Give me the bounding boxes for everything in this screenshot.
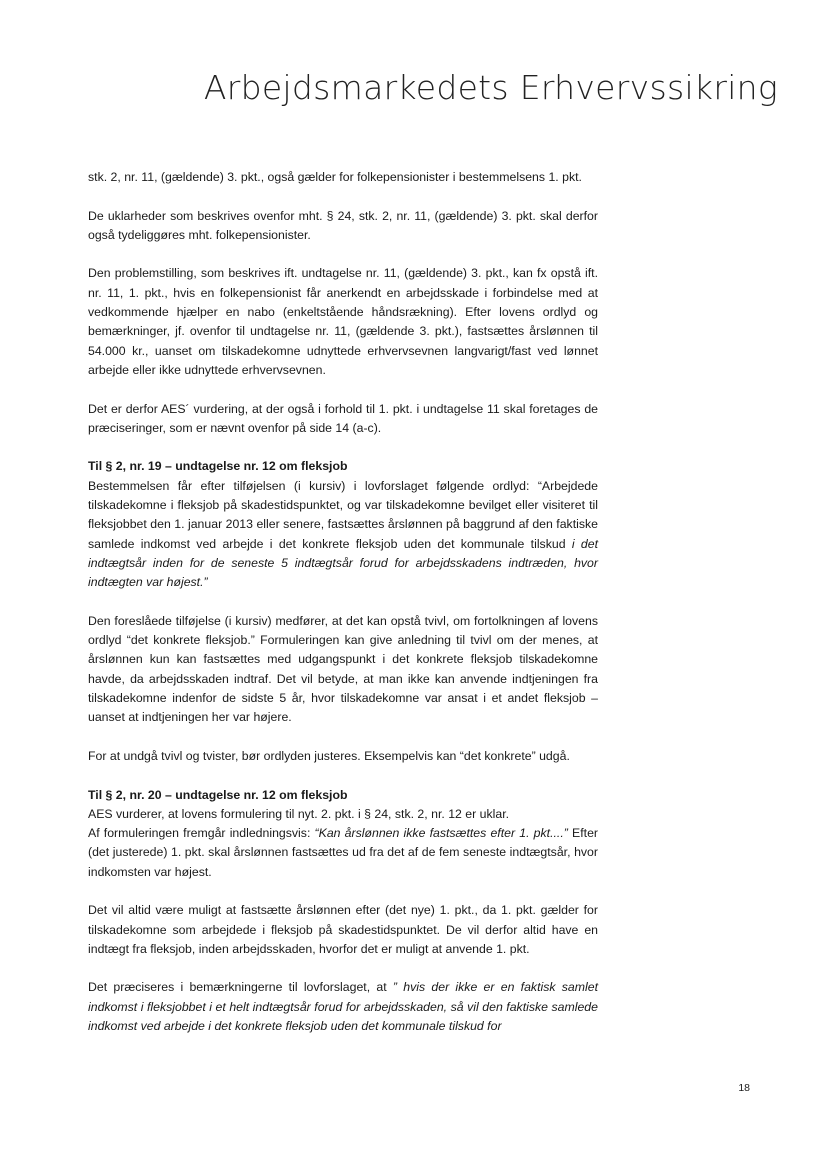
section-19-heading: Til § 2, nr. 19 – undtagelse nr. 12 om fleksjob — [88, 459, 348, 474]
page-number: 18 — [738, 1082, 750, 1094]
paragraph-2: De uklarheder som beskrives ovenfor mht. § 24, stk. 2, nr. 11, (gældende) 3. pkt. skal derfor også tydeliggøres mht. folkepensionister. — [88, 208, 598, 242]
section-20-quote: “Kan årslønnen ikke fastsættes efter 1. pkt....” — [314, 826, 568, 841]
paragraph-5: Den foreslåede tilføjelse (i kursiv) medfører, at det kan opstå tvivl, om fortolkningen af lovens ordlyd “det konkrete fleksjob.” Formuleringen kan give anledning til tvivl om der menes, at årslønnen kun kan fastsættes med udgangspunkt i det konkrete fleksjob tilskadekomne havde, da arbejdsskaden indtraf. Det vil betyde, at man ikke kan anvende indtjeningen fra tilskadekomne indenfor de sidste 5 år, hvor tilskadekomne var ansat i et andet fleksjob – uanset at indtjeningen her var højere. — [88, 613, 598, 725]
paragraph-7: Det vil altid være muligt at fastsætte årslønnen efter (det nye) 1. pkt., da 1. pkt. gælder for tilskadekomne som arbejdede i fleksjob på skadestidspunktet. De vil derfor altid have en indtægt fra fleksjob, inden arbejdsskaden, hvorfor det er muligt at anvende 1. pkt. — [88, 903, 598, 956]
section-20-line-2: Af formuleringen fremgår indledningsvis: — [88, 826, 315, 841]
paragraph-6: For at undgå tvivl og tvister, bør ordlyden justeres. Eksempelvis kan “det konkrete” udgå. — [88, 748, 570, 763]
section-20-heading: Til § 2, nr. 20 – undtagelse nr. 12 om fleksjob — [88, 787, 348, 802]
section-19 — [88, 457, 598, 592]
section-19-text: Bestemmelsen får efter tilføjelsen (i kursiv) i lovforslaget følgende ordlyd: “Arbejdede tilskadekomne i fleksjob på skadestidspunktet, og var tilskadekomne bevilget eller visiteret til fleksjobbet den 1. januar 2013 eller senere, fastsættes årslønnen på baggrund af den faktiske samlede indkomst ved arbejde i det konkrete fleksjob uden det kommunale tilskud — [88, 478, 598, 551]
paragraph-8-italic: ” hvis der ikke er en faktisk samlet indkomst i fleksjobbet i et helt indtægtsår forud for arbejdsskaden, så vil den faktiske samlede indkomst ved arbejde i det konkrete fleksjob uden det kommunale tilskud for — [88, 980, 599, 1034]
paragraph-3: Den problemstilling, som beskrives ift. undtagelse nr. 11, (gældende) 3. pkt., kan fx opstå ift. nr. 11, 1. pkt., hvis en folkepensionist får anerkendt en arbejdsskade i forbindelse med at vedkommende hjælper en nabo (enkeltstående håndsrækning). Efter lovens ordlyd og bemærkninger, jf. ovenfor til undtagelse nr. 11, (gældende 3. pkt.), fastsættes årslønnen til 54.000 kr., uanset om tilskadekomne udnyttede erhvervsevnen langvarigt/fast ved lønnet arbejde eller ikke udnyttede erhvervsevnen. — [88, 266, 598, 377]
paragraph-1: stk. 2, nr. 11, (gældende) 3. pkt., også gælder for folkepensionister i bestemmelsens 1. pkt. — [88, 170, 582, 184]
document-header-title: Arbejdsmarkedets Erhvervssikring — [203, 68, 778, 107]
section-20 — [88, 786, 598, 882]
section-19-italic: i det indtægtsår inden for de seneste 5 indtægtsår forud for arbejdsskadens indtræden, hvor indtægten var højest.” — [88, 536, 598, 590]
paragraph-8 — [88, 978, 598, 1036]
document-body — [88, 168, 598, 1056]
paragraph-4: Det er derfor AES´ vurdering, at der også i forhold til 1. pkt. i undtagelse 11 skal foretages de præciseringer, som er nævnt ovenfor på side 14 (a-c). — [88, 401, 598, 435]
section-20-line-1: AES vurderer, at lovens formulering til nyt. 2. pkt. i § 24, stk. 2, nr. 12 er uklar. — [88, 806, 510, 821]
section-20-line-3: Efter (det justerede) 1. pkt. skal årslønnen fastsættes ud fra det af de fem seneste indtægtsår, hvor indkomsten var højest. — [88, 826, 599, 879]
paragraph-8-text: Det præciseres i bemærkningerne til lovforslaget, at — [88, 980, 393, 995]
